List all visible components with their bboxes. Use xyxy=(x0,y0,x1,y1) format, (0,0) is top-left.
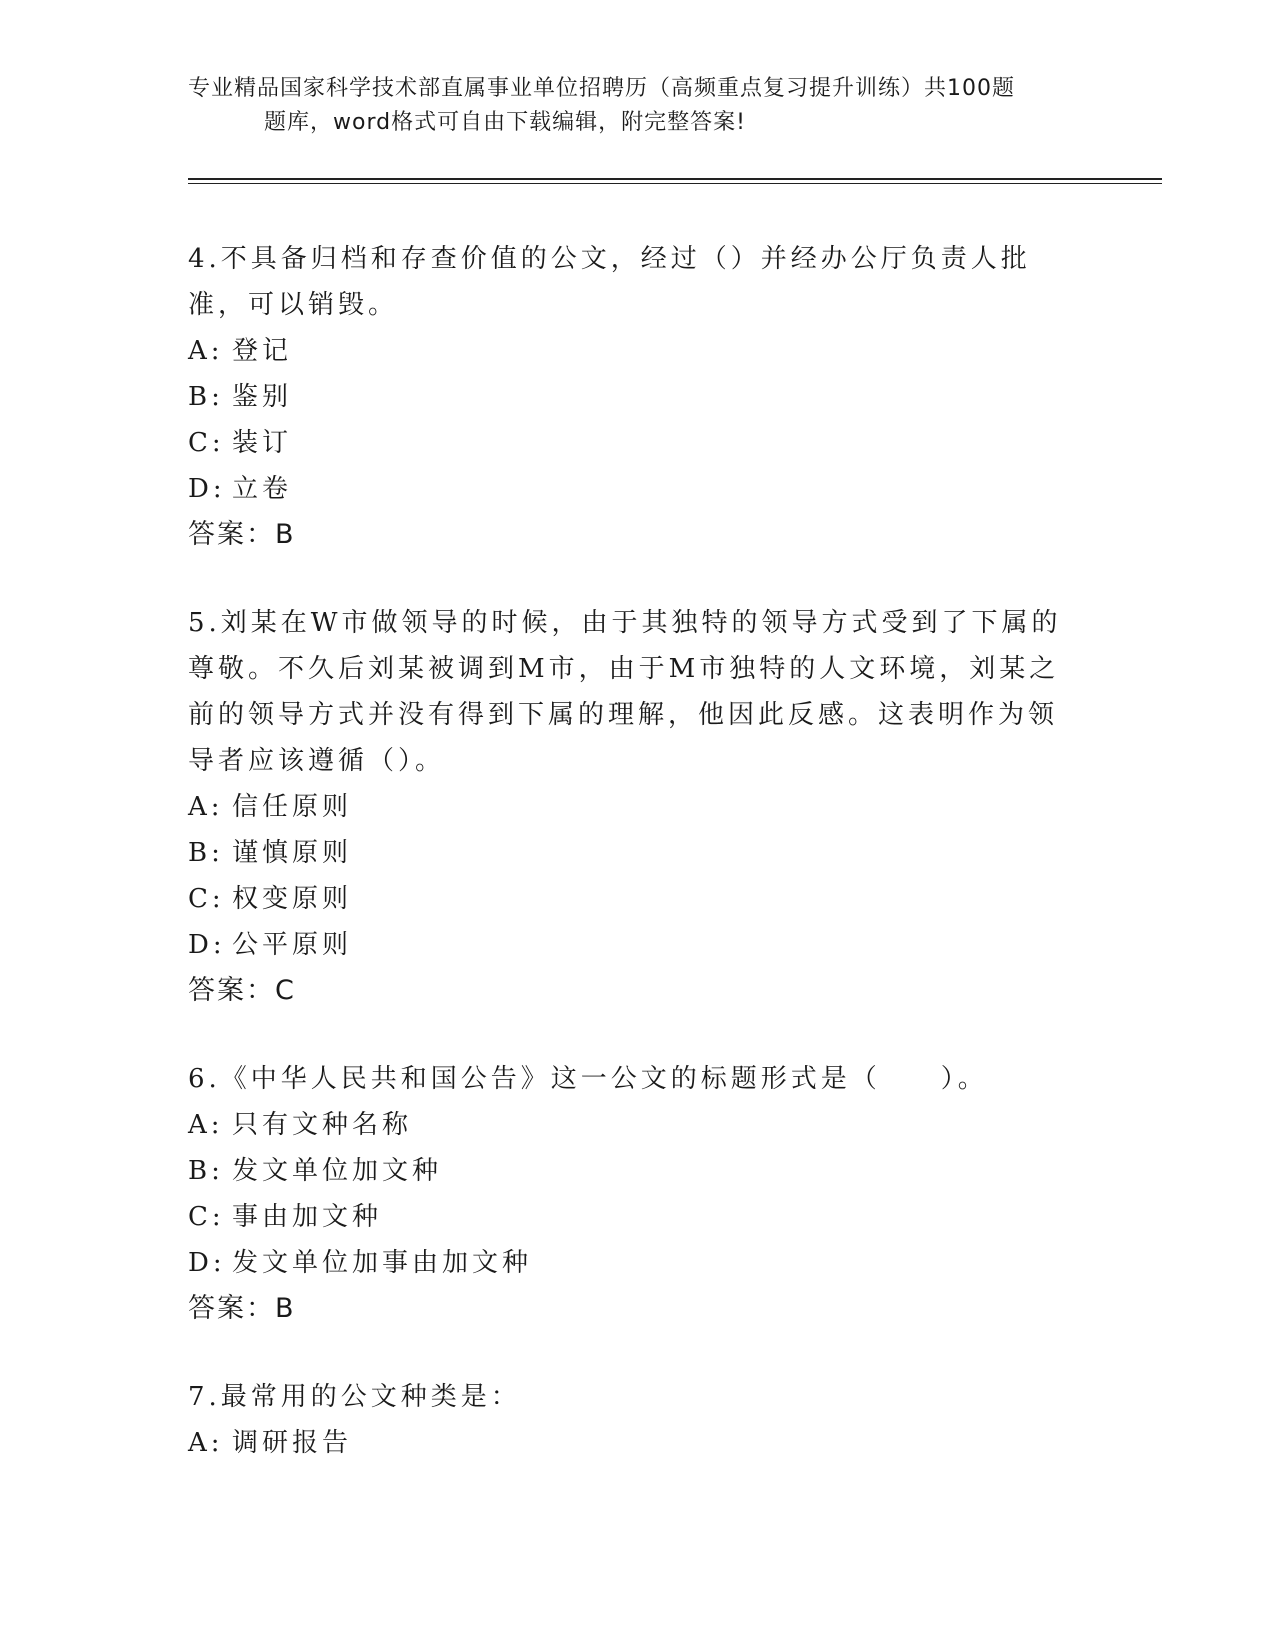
option-text: 信任原则 xyxy=(232,792,353,822)
option-c xyxy=(188,876,1068,922)
option-a xyxy=(188,1420,1068,1466)
option-key: B: xyxy=(188,1156,224,1186)
option-b xyxy=(188,830,1068,876)
document-title-line1: 专业精品国家科学技术部直属事业单位招聘历（高频重点复习提升训练）共100题 xyxy=(188,76,1015,101)
option-text: 公平原则 xyxy=(232,930,353,960)
option-text: 发文单位加文种 xyxy=(232,1156,443,1186)
option-a xyxy=(188,1102,1068,1148)
option-text: 鉴别 xyxy=(232,382,293,412)
header-divider-thick xyxy=(188,178,1162,180)
option-key: A: xyxy=(188,336,224,366)
question-6 xyxy=(188,1056,1068,1332)
option-text: 装订 xyxy=(232,428,293,458)
option-b xyxy=(188,1148,1068,1194)
option-key: B: xyxy=(188,382,224,412)
option-text: 发文单位加事由加文种 xyxy=(232,1248,533,1278)
option-text: 谨慎原则 xyxy=(232,838,353,868)
question-5 xyxy=(188,600,1068,1014)
question-text: 5.刘某在W市做领导的时候，由于其独特的领导方式受到了下属的尊敬。不久后刘某被调到M市，由于M市独特的人文环境，刘某之前的领导方式并没有得到下属的理解，他因此反感。这表明作为领导者应该遵循（）。 xyxy=(188,608,1062,776)
option-text: 登记 xyxy=(232,336,293,366)
answer-line: 答案：B xyxy=(188,1293,296,1324)
option-text: 权变原则 xyxy=(232,884,353,914)
question-list xyxy=(188,236,1068,1508)
option-key: D: xyxy=(188,1248,226,1278)
option-key: D: xyxy=(188,474,226,504)
option-text: 立卷 xyxy=(232,474,293,504)
answer-line: 答案：C xyxy=(188,975,296,1006)
option-b xyxy=(188,374,1068,420)
option-key: D: xyxy=(188,930,226,960)
question-text: 4.不具备归档和存查价值的公文，经过（）并经办公厅负责人批准，可以销毁。 xyxy=(188,244,1031,320)
option-d xyxy=(188,1240,1068,1286)
option-a xyxy=(188,784,1068,830)
question-text: 6.《中华人民共和国公告》这一公文的标题形式是（ ）。 xyxy=(188,1064,988,1094)
option-key: C: xyxy=(188,1202,225,1232)
option-key: B: xyxy=(188,838,224,868)
question-4 xyxy=(188,236,1068,558)
question-text: 7.最常用的公文种类是： xyxy=(188,1382,521,1412)
option-key: A: xyxy=(188,792,224,822)
option-c xyxy=(188,1194,1068,1240)
option-a xyxy=(188,328,1068,374)
option-key: A: xyxy=(188,1110,224,1140)
question-7 xyxy=(188,1374,1068,1466)
option-d xyxy=(188,922,1068,968)
option-text: 调研报告 xyxy=(232,1428,353,1458)
option-key: A: xyxy=(188,1428,224,1458)
document-title-line2: 题库，word格式可自由下载编辑，附完整答案! xyxy=(264,110,746,135)
header-divider-thin xyxy=(188,183,1162,184)
document-header xyxy=(188,72,1108,140)
option-key: C: xyxy=(188,428,225,458)
option-c xyxy=(188,420,1068,466)
option-d xyxy=(188,466,1068,512)
option-key: C: xyxy=(188,884,225,914)
option-text: 事由加文种 xyxy=(232,1202,383,1232)
option-text: 只有文种名称 xyxy=(232,1110,413,1140)
answer-line: 答案：B xyxy=(188,519,296,550)
